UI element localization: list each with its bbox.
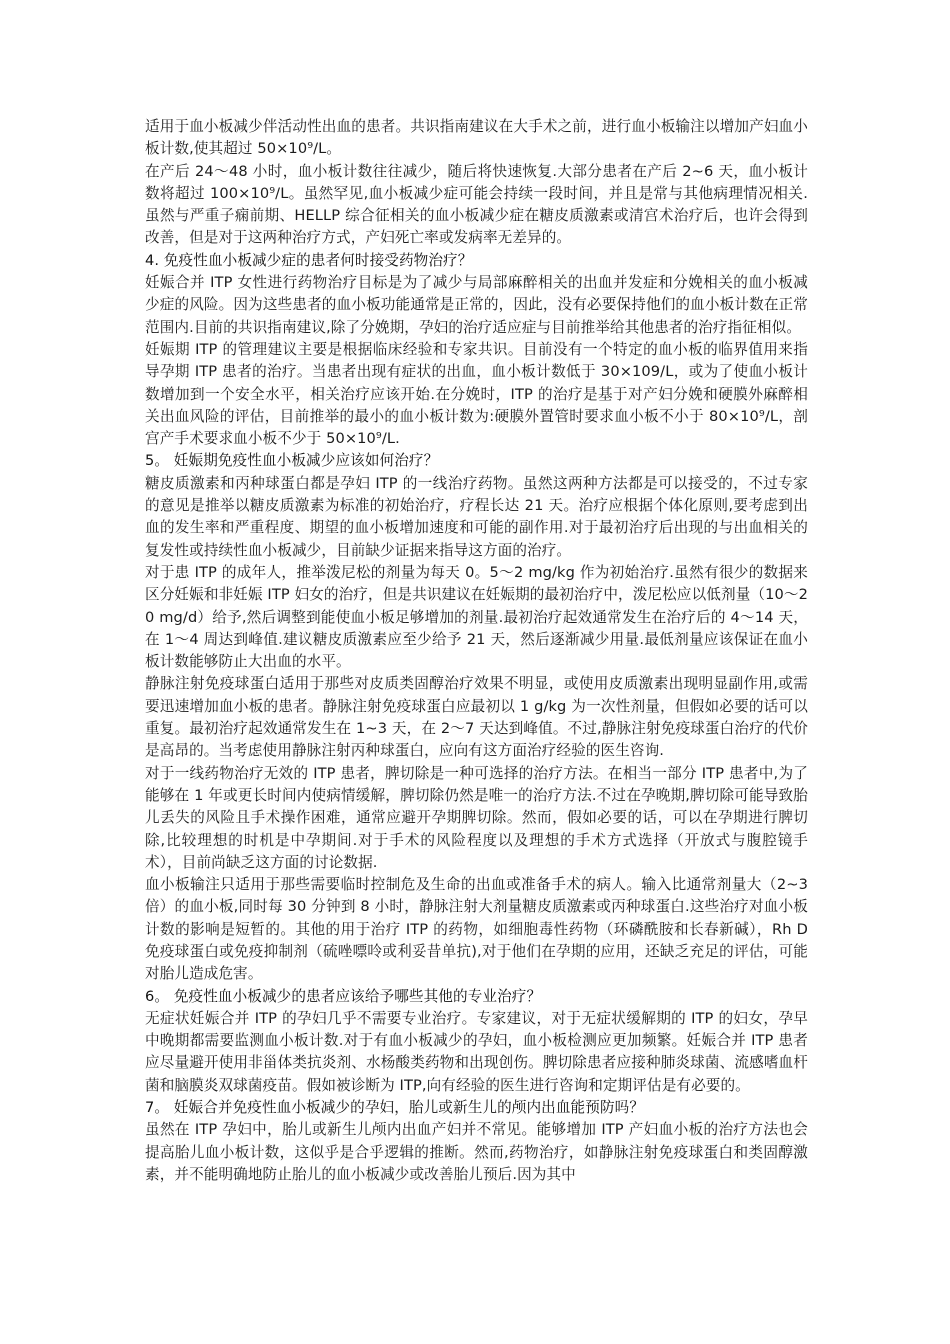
section-heading: 5。 妊娠期免疫性血小板减少应该如何治疗？	[145, 452, 439, 470]
document-body	[145, 116, 808, 1186]
paragraph: 血小板输注只适用于那些需要临时控制危及生命的出血或准备手术的病人。输入比通常剂量大（2~3 倍）的血小板,同时每 30 分钟到 8 小时，静脉注射大剂量糖皮质激素或丙种球蛋白.这些治疗对血小板计数的影响是短暂的。其他的用于治疗 ITP 的药物，如细胞毒性药物（环磷酰胺和长春新碱），Rh D 免疫球蛋白或免疫抑制剂（硫唑嘌呤或利妥昔单抗),对于他们在孕期的应用，还缺乏充足的评估，可能对胎儿造成危害。	[145, 876, 808, 983]
paragraph: 糖皮质激素和丙种球蛋白都是孕妇 ITP 的一线治疗药物。虽然这两种方法都是可以接受的，不过专家的意见是推举以糖皮质激素为标准的初始治疗，疗程长达 21 天。治疗应根据个体化原则,要考虑到出血的发生率和严重程度、期望的血小板增加速度和可能的副作用.对于最初治疗后出现的与出血相关的复发性或持续性血小板减少，目前缺少证据来指导这方面的治疗。	[145, 474, 808, 559]
paragraph: 无症状妊娠合并 ITP 的孕妇几乎不需要专业治疗。专家建议，对于无症状缓解期的 ITP 的妇女，孕早中晚期都需要监测血小板计数.对于有血小板减少的孕妇，血小板检测应更加频繁。妊娠合并 ITP 患者应尽量避开使用非甾体类抗炎剂、水杨酸类药物和出现创伤。脾切除患者应接种肺炎球菌、流感嗜血杆菌和脑膜炎双球菌疫苗。假如被诊断为 ITP,向有经验的医生进行咨询和定期评估是有必要的。	[145, 1009, 808, 1094]
paragraph: 在产后 24～48 小时，血小板计数往往减少，随后将快速恢复.大部分患者在产后 2~6 天，血小板计数将超过 100×10⁹/L。虽然罕见,血小板减少症可能会持续一段时间，并且是常与其他病理情况相关.虽然与严重子痫前期、HELLP 综合征相关的血小板减少症在糖皮质激素或清宫术治疗后，也许会得到改善，但是对于这两种治疗方式，产妇死亡率或发病率无差异的。	[145, 162, 808, 247]
section-heading: 6。 免疫性血小板减少的患者应该给予哪些其他的专业治疗？	[145, 987, 542, 1005]
paragraph: 静脉注射免疫球蛋白适用于那些对皮质类固醇治疗效果不明显，或使用皮质激素出现明显副作用,或需要迅速增加血小板的患者。静脉注射免疫球蛋白应最初以 1 g/kg 为一次性剂量，但假如必要的话可以重复。最初治疗起效通常发生在 1~3 天，在 2～7 天达到峰值。不过,静脉注射免疫球蛋白治疗的代价是高昂的。当考虑使用静脉注射丙种球蛋白，应向有这方面治疗经验的医生咨询.	[145, 675, 808, 760]
paragraph: 适用于血小板减少伴活动性出血的患者。共识指南建议在大手术之前，进行血小板输注以增加产妇血小板计数,使其超过 50×10⁹/L。	[145, 118, 808, 158]
section-heading: 7。 妊娠合并免疫性血小板减少的孕妇，胎儿或新生儿的颅内出血能预防吗？	[145, 1099, 645, 1117]
section-heading: 4. 免疫性血小板减少症的患者何时接受药物治疗？	[145, 251, 473, 269]
paragraph: 妊娠期 ITP 的管理建议主要是根据临床经验和专家共识。目前没有一个特定的血小板的临界值用来指导孕期 ITP 患者的治疗。当患者出现有症状的出血，血小板计数低于 30×109/L，或为了使血小板计数增加到一个安全水平，相关治疗应该开始.在分娩时，ITP 的治疗是基于对产妇分娩和硬膜外麻醉相关出血风险的评估，目前推举的最小的血小板计数为:硬膜外置管时要求血小板不小于 80×10⁹/L，剖宫产手术要求血小板不少于 50×10⁹/L.	[145, 340, 808, 448]
paragraph: 妊娠合并 ITP 女性进行药物治疗目标是为了减少与局部麻醉相关的出血并发症和分娩相关的血小板减少症的风险。因为这些患者的血小板功能通常是正常的，因此，没有必要保持他们的血小板计数在正常范围内.目前的共识指南建议,除了分娩期，孕妇的治疗适应症与目前推举给其他患者的治疗指征相似。	[145, 274, 808, 336]
paragraph: 对于患 ITP 的成年人，推举泼尼松的剂量为每天 0。5～2 mg/kg 作为初始治疗.虽然有很少的数据来区分妊娠和非妊娠 ITP 妇女的治疗，但是共识建议在妊娠期的最初治疗中，泼尼松应以低剂量（10～20 mg/d）给予,然后调整到能使血小板足够增加的剂量.最初治疗起效通常发生在治疗后的 4～14 天，在 1～4 周达到峰值.建议糖皮质激素应至少给予 21 天，然后逐渐减少用量.最低剂量应该保证在血小板计数能够防止大出血的水平。	[145, 563, 808, 671]
paragraph: 对于一线药物治疗无效的 ITP 患者，脾切除是一种可选择的治疗方法。在相当一部分 ITP 患者中,为了能够在 1 年或更长时间内使病情缓解，脾切除仍然是唯一的治疗方法.不过在孕晚期,脾切除可能导致胎儿丢失的风险且手术操作困难，通常应避开孕期脾切除。然而，假如必要的话，可以在孕期进行脾切除,比较理想的时机是中孕期间.对于手术的风险程度以及理想的手术方式选择（开放式与腹腔镜手术），目前尚缺乏这方面的讨论数据.	[145, 764, 808, 871]
paragraph: 虽然在 ITP 孕妇中，胎儿或新生儿颅内出血产妇并不常见。能够增加 ITP 产妇血小板的治疗方法也会提高胎儿血小板计数，这似乎是合乎逻辑的推断。然而,药物治疗，如静脉注射免疫球蛋白和类固醇激素，并不能明确地防止胎儿的血小板减少或改善胎儿预后.因为其中	[145, 1121, 808, 1183]
